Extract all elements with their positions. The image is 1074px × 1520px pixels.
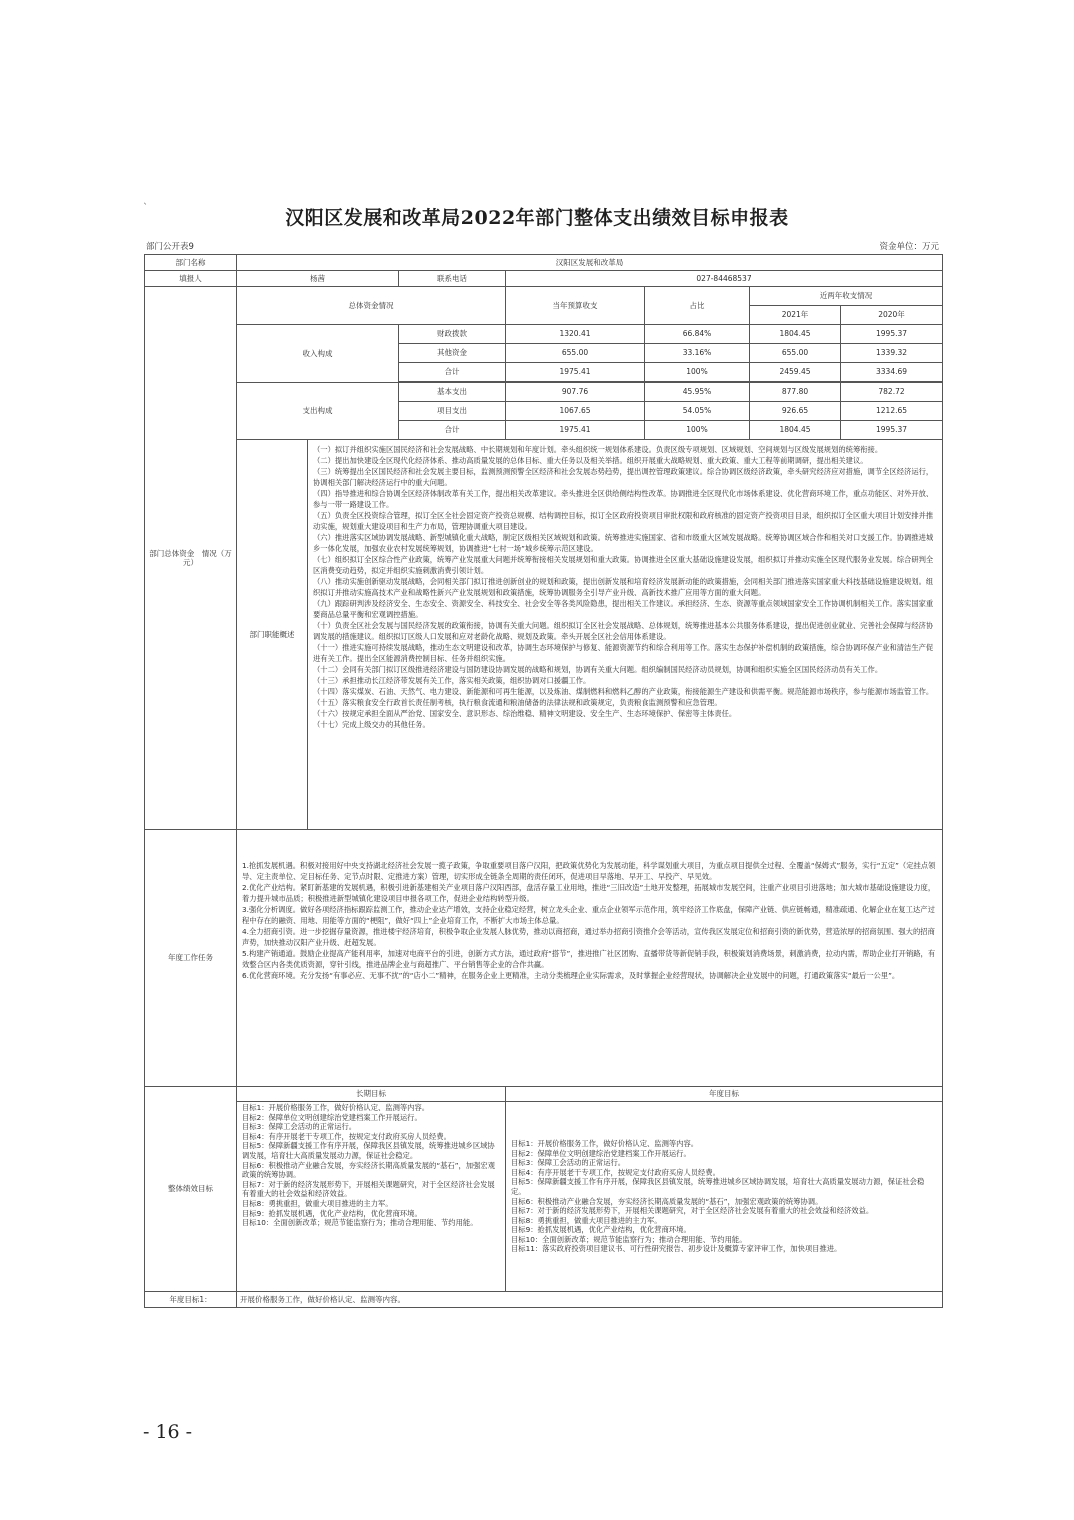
page-title: 汉阳区发展和改革局2022年部门整体支出绩效目标申报表: [285, 207, 789, 229]
annual-goal1-label: 年度目标1：: [145, 1292, 237, 1308]
ratio-label: 占比: [645, 287, 750, 325]
function-item: （四）指导推进和综合协调全区经济体制改革有关工作，提出相关改革建议。牵头推进全区供给侧结构性改革。协调推进全区现代化市场体系建设、优化营商环境工作，重点功能区、对外开放、参与一带一路建设工作。: [313, 489, 934, 509]
tasks-row: [145, 830, 943, 1087]
income-2021: 1804.45: [750, 325, 841, 344]
task-item: 6.优化营商环境。充分发扬“有事必应、无事不扰”的“店小二”精神，在服务企业上更精准，主动分类梳理企业实际需求，及时掌握企业经营现状，协调解决企业发展中的问题，打通政策落实“最后一公里”。: [242, 971, 900, 980]
expense-2020: 782.72: [841, 383, 943, 402]
overall-funds-label: 总体资金情况: [237, 287, 506, 325]
page-number: - 16 -: [143, 1421, 193, 1443]
income-2020: 3334.69: [841, 363, 943, 382]
long-goal-item: 目标5：保障新疆支援工作有序开展，保障我区县镇发展，统筹推进城乡区域协调发展，培育壮大高质量发展动力源，保证社会稳定。: [242, 1141, 495, 1160]
income-name: 其他资金: [399, 344, 506, 363]
function-item: （九）跟踪研判涉及经济安全、生态安全、资源安全、科技安全、社会安全等各类风险隐患，提出相关工作建议。承担经济、生态、资源等重点领域国家安全工作协调机制相关工作。落实国家重要商品总量平衡和宏观调控措施。: [313, 599, 934, 619]
long-goal-item: 目标1：开展价格服务工作，做好价格认定、监测等内容。: [242, 1103, 430, 1112]
expense-2021: 926.65: [750, 402, 841, 421]
expense-ratio: 45.95%: [645, 383, 750, 402]
dept-row: [145, 255, 943, 271]
income-name: 财政拨款: [399, 325, 506, 344]
annual-goal-item: 目标2：保障单位文明创建综治党建档案工作开展运行。: [511, 1148, 691, 1158]
expense-2021: 877.80: [750, 383, 841, 402]
tasks-label: 年度工作任务: [145, 830, 237, 1087]
dept-label: 部门名称: [145, 255, 237, 271]
function-item: （五）负责全区投资综合管理，拟订全区全社会固定资产投资总规模、结构调控目标，拟订全区政府投资项目审批权限和政府核准的固定资产投资项目目录，组织拟订全区重大项目计划安排并推动实施，规划重大建设项目和生产力布局，管理协调重大项目建设。: [313, 511, 934, 531]
function-item: （十七）完成上级交办的其他任务。: [313, 720, 430, 729]
expense-name: 项目支出: [399, 402, 506, 421]
expense-budget: 1067.65: [506, 402, 645, 421]
year-2020-label: 2020年: [841, 306, 943, 325]
income-2021: 655.00: [750, 344, 841, 363]
annual-goal-item: 目标9：抢抓发展机遇，优化产业结构，优化营商环境。: [511, 1225, 691, 1235]
income-name: 合计: [399, 363, 506, 382]
function-item: （七）组织拟订全区综合性产业政策，统筹产业发展重大问题并统筹衔接相关发展规划和重大政策。协调推进全区重大基础设施建设发展，组织拟订并推动实施全区现代服务业发展。综合研判全区消费变动趋势，拟定并组织实施刺激消费引领计划。: [313, 555, 934, 575]
functions-text: [308, 440, 943, 830]
expense-label: 支出构成: [237, 383, 399, 440]
income-2020: 1995.37: [841, 325, 943, 344]
annual-goal-item: 目标4：有序开展老干专项工作，按规定支付政府买房人员经费。: [511, 1167, 720, 1177]
income-budget: 655.00: [506, 344, 645, 363]
function-item: （十一）推进实施可持续发展战略，推动生态文明建设和改革，协调生态环境保护与修复、能源资源节约和综合利用等工作。落实生态保护补偿机制的政策措施，综合协调环保产业和清洁生产促进有关工作。提出全区能源消费控制目标、任务并组织实施。: [313, 643, 934, 663]
phone-label: 联系电话: [399, 271, 506, 287]
income-row: [145, 325, 943, 344]
task-item: 4.全力招商引资。进一步挖掘存量资源，推进楼宇经济培育，积极争取企业发展人脉优势，推动以商招商，通过举办招商引资推介会等活动，宣传我区发展定位和招商引资的新优势，营造浓厚的招商氛围、强大的招商声势，加快推动汉阳产业升级、赶超发展。: [242, 927, 935, 947]
long-goal-item: 目标4：有序开展老干专项工作，按规定支付政府买房人员经费。: [242, 1131, 451, 1141]
task-item: 5.构建产销通道。鼓励企业提高产能利用率，加速对电商平台的引进，创新方式方法，通过政府“搭节”，推进推广社区团购、直播带货等新促销手段，积极策划消费场景，刺激消费，拉动内需，帮助企业打开销路，有效整合区内各类优质资源，穿针引线，推进品牌企业与商超推广、平台销售等企业的合作共赢。: [242, 949, 936, 969]
expense-budget: 907.76: [506, 383, 645, 402]
long-term-label: 长期目标: [237, 1087, 506, 1102]
corner-mark: ˎ: [143, 194, 148, 205]
performance-table: [144, 254, 943, 1308]
annual-goal1-row: [145, 1292, 943, 1308]
income-label: 收入构成: [237, 325, 399, 383]
income-ratio: 66.84%: [645, 325, 750, 344]
annual-goal-item: 目标3：保障工会活动的正常运行。: [511, 1158, 626, 1168]
expense-2020: 1212.65: [841, 402, 943, 421]
functions-label: 部门职能概述: [237, 440, 308, 830]
dept-value: 汉阳区发展和改革局: [237, 255, 943, 271]
annual-goal-item: 目标8：勇挑重担，做重大项目推进的主力军。: [511, 1215, 662, 1225]
function-item: （八）推动实施创新驱动发展战略，会同相关部门拟订推进创新创业的规划和政策，提出创新发展和培育经济发展新动能的政策措施，会同相关部门推进落实国家重大科技基础设施建设规划。组织拟订并推动实施高技术产业和战略性新兴产业发展规划和政策措施，统筹协调服务全引导产业升级、高新技术推广应用等方面的重大问题。: [313, 577, 934, 597]
long-goal-item: 目标2：保障单位文明创建综治党建档案工作开展运行。: [242, 1112, 422, 1122]
function-item: （十六）按规定承担全面从严治党、国家安全、意识形态、综治维稳、精神文明建设、安全生产、生态环境保护、保密等主体责任。: [313, 709, 737, 718]
phone-value: 027-84468537: [506, 271, 943, 287]
function-item: （十三）承担推动长江经济带发展有关工作，落实相关政策，组织协调对口援疆工作。: [313, 676, 591, 685]
expense-row: [145, 383, 943, 402]
filler-row: [145, 271, 943, 287]
expense-name: 基本支出: [399, 383, 506, 402]
fund-unit: 资金单位：万元: [879, 242, 939, 252]
expense-2020: 1995.37: [841, 421, 943, 440]
expense-2021: 1804.45: [750, 421, 841, 440]
annual-goal-item: 目标5：保障新疆支援工作有序开展，保障我区县镇发展，统筹推进城乡区域协调发展，培育壮大高质量发展动力源，保证社会稳定。: [511, 1177, 925, 1196]
income-ratio: 33.16%: [645, 344, 750, 363]
expense-ratio: 100%: [645, 421, 750, 440]
function-item: （十四）落实煤炭、石油、天然气、电力建设、新能源和可再生能源，以及炼油、煤制燃料和燃料乙醇的产业政策，衔接能源生产建设和供需平衡。规范能源市场秩序，参与能源市场监管工作。: [313, 687, 934, 696]
annual-goal1-value: 开展价格服务工作，做好价格认定、监测等内容。: [237, 1292, 943, 1308]
task-item: 1.抢抓发展机遇。积极对接用好中央支持湖北经济社会发展一揽子政策，争取重要项目落户汉阳，把政策优势化为发展动能，科学谋划重大项目，为重点项目提供全过程、全覆盖“保姆式”服务，实行“五定”（定挂点领导、定主责单位、定目标任务、定节点时限、定推进方案）管理，切实形成全链条全周期的责任闭环，促进项目早落地、早开工、早投产、早见效。: [242, 861, 936, 881]
expense-budget: 1975.41: [506, 421, 645, 440]
expense-name: 合计: [399, 421, 506, 440]
annual-goal-label: 年度目标: [506, 1087, 943, 1102]
history-label: 近两年收支情况: [750, 287, 943, 306]
annual-goals: [506, 1102, 943, 1292]
long-goal-item: 目标7：对于新的经济发展形势下，开展相关课题研究，对于全区经济社会发展有着重大的社会效益和经济效益。: [242, 1179, 495, 1199]
function-item: （十二）会同有关部门拟订区级推进经济建设与国防建设协调发展的战略和规划，协调有关重大问题。组织编制国民经济动员规划，协调和组织实施全区国民经济动员有关工作。: [313, 665, 883, 674]
annual-goal-item: 目标7：对于新的经济发展形势下，开展相关课题研究，对于全区经济社会发展有着重大的社会效益和经济效益。: [511, 1206, 874, 1216]
goals-header-row: [145, 1087, 943, 1102]
filler-label: 填报人: [145, 271, 237, 287]
income-ratio: 100%: [645, 363, 750, 382]
long-term-goals: [237, 1102, 506, 1292]
annual-goal-item: 目标1：开展价格服务工作，做好价格认定、监测等内容。: [511, 1138, 699, 1148]
long-goal-item: 目标8：勇挑重担，做重大项目推进的主力军。: [242, 1198, 393, 1208]
long-goal-item: 目标10：全面创新改革；规范节能监察行为；推动合理用能、节约用能。: [242, 1218, 478, 1228]
goals-label: 整体绩效目标: [145, 1087, 237, 1292]
income-budget: 1975.41: [506, 363, 645, 382]
task-item: 3.强化分析调度。做好各项经济指标跟踪监测工作，推动企业达产增效，支持企业稳定经营，树立龙头企业、重点企业领军示范作用，筑牢经济工作底盘，保障产业链、供应链畅通，精准疏通、化解企业在复工达产过程中存在的融资、用地、用能等方面的“梗阻”，做好“四上”企业培育工作，不断扩大市场主体总量。: [242, 905, 935, 925]
funds-section-label: 部门总体资金 情况（万元）: [145, 287, 237, 830]
funds-header-row: [145, 287, 943, 306]
long-goal-item: 目标6：积极推动产业融合发展，夯实经济长期高质量发展的“基石”，加强宏观政策的统筹协调。: [242, 1160, 495, 1180]
income-2020: 1339.32: [841, 344, 943, 363]
function-item: （一）拟订并组织实施区国民经济和社会发展战略、中长期规划和年度计划。牵头组织统一规划体系建设。负责区级专项规划、区域规划、空间规划与区级发展规划的统筹衔接。: [313, 445, 883, 454]
income-2021: 2459.45: [750, 363, 841, 382]
function-item: （二）提出加快建设全区现代化经济体系、推动高质量发展的总体目标、重大任务以及相关举措。组织开展重大战略规划、重大政策、重大工程等前期调研，提出相关建议。: [313, 456, 868, 465]
tasks-text: [237, 830, 943, 1087]
long-goal-item: 目标9：抢抓发展机遇，优化产业结构，优化营商环境。: [242, 1208, 422, 1218]
form-number: 部门公开表9: [146, 242, 194, 252]
long-goal-item: 目标3：保障工会活动的正常运行。: [242, 1122, 357, 1132]
function-item: （十）负责全区社会发展与国民经济发展的政策衔接，协调有关重大问题。组织拟订全区社会发展战略、总体规划，统筹推进基本公共服务体系建设，提出促进创业就业、完善社会保障与经济协调发展的措施建议。组织拟订区级人口发展和应对老龄化战略、规划及政策。牵头开展全区社会信用体系建设。: [313, 621, 934, 641]
year-2021-label: 2021年: [750, 306, 841, 325]
annual-goal-item: 目标6：积极推动产业融合发展，夯实经济长期高质量发展的“基石”，加强宏观政策的统筹协调。: [511, 1196, 823, 1206]
function-item: （三）统筹提出全区国民经济和社会发展主要目标，监测预测预警全区经济和社会发展态势趋势，提出调控管理政策建议。综合协调区级经济政策，牵头研究经济应对措施，调节全区经济运行，协调相关部门解决经济运行中的重大问题。: [313, 467, 934, 487]
task-item: 2.优化产业结构。紧盯新基建的发展机遇，积极引进新基建相关产业项目落户汉阳西部，盘活存量工业用地，推进“三旧改造”土地开发整理，拓展城市发展空间，注重产业项目引进落地；加大城市基础设施建设力度，着力提升城市品质；积极推进新型城镇化建设项目申报各项工作，促进企业结构转型升级。: [242, 883, 936, 903]
annual-goal-item: 目标11：落实政府投资项目建议书、可行性研究报告、初步设计及概算专家评审工作，加快项目推进。: [511, 1244, 842, 1254]
functions-row: [145, 440, 943, 830]
expense-ratio: 54.05%: [645, 402, 750, 421]
income-budget: 1320.41: [506, 325, 645, 344]
function-item: （六）推进落实区域协调发展战略、新型城镇化重大战略，制定区级相关区域规划和政策。统筹推进实施国家、省和市级重大区域发展战略。统筹协调区域合作和相关对口支援工作。协调推进城乡一体化发展，加强农业农村发展统筹规划，协调推进“七村一场”城乡统筹示范区建设。: [313, 533, 934, 553]
goals-content-row: [145, 1102, 943, 1292]
function-item: （十五）落实粮食安全行政首长责任制考核，执行粮食流通和粮油储备的法律法规和政策规定，负责粮食监测预警和应急管理。: [313, 698, 722, 707]
annual-goal-item: 目标10：全面创新改革；规范节能监察行为；推动合理用能、节约用能。: [511, 1234, 747, 1244]
budget-label: 当年预算收支: [506, 287, 645, 325]
filler-value: 杨茜: [237, 271, 399, 287]
